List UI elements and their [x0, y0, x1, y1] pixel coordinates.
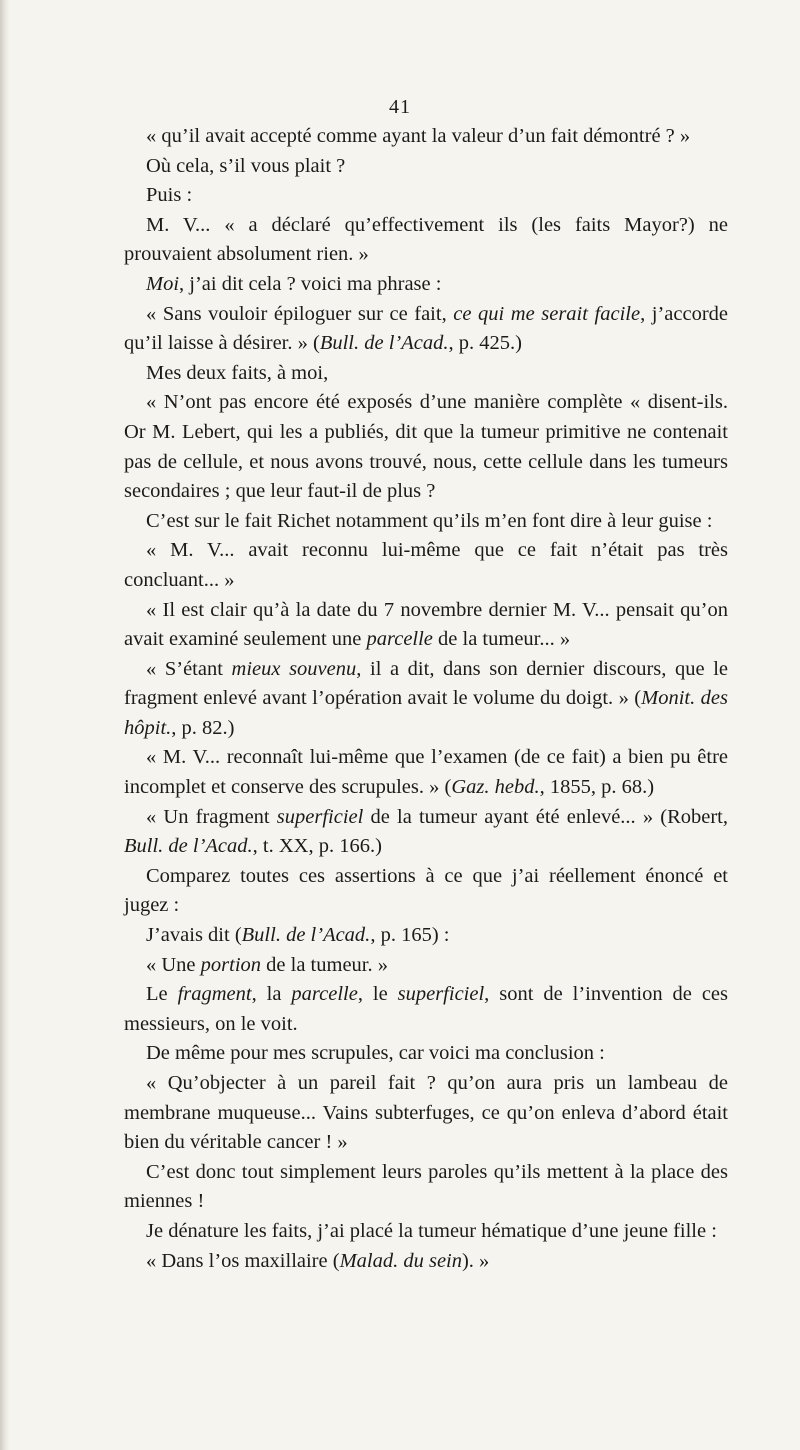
- text-run: « qu’il avait accepté comme ayant la valeur d’un fait démontré ? »: [146, 125, 691, 147]
- text-run: de la tumeur ayant été enlevé... » (Robert,: [363, 805, 728, 828]
- paragraph: [124, 803, 728, 862]
- paragraph: [124, 211, 728, 270]
- paragraph: [124, 152, 728, 182]
- paragraph: [124, 1158, 728, 1217]
- paragraph: [124, 359, 728, 389]
- text-run: , t. XX, p. 166.): [252, 835, 382, 858]
- paragraph: [124, 862, 728, 921]
- italic-text-run: Monit. des hôpit.: [124, 687, 728, 739]
- italic-text-run: Gaz. hebd.: [451, 776, 540, 799]
- paragraph: [124, 743, 728, 802]
- text-run: « M. V... reconnaît lui-même que l’examen (de ce fait) a bien pu être incomplet et conserve des scrupules. » (: [124, 746, 728, 799]
- paragraph: [124, 300, 728, 359]
- body-text: [124, 122, 728, 1276]
- text-run: « S’étant: [146, 657, 232, 680]
- text-run: « M. V... avait reconnu lui-même que ce fait n’était pas très concluant... »: [124, 539, 728, 591]
- text-run: C’est sur le fait Richet notamment qu’ils m’en font dire à leur guise :: [146, 509, 713, 532]
- text-run: , j’ai dit cela ? voici ma phrase :: [179, 272, 442, 295]
- text-run: M. V... « a déclaré qu’effectivement ils (les faits Mayor?) ne prouvaient absolument rien. »: [124, 213, 728, 266]
- text-run: « Sans vouloir épiloguer sur ce fait,: [146, 302, 454, 325]
- paragraph: [124, 951, 728, 981]
- paragraph: [124, 122, 728, 152]
- paragraph: [124, 536, 728, 595]
- italic-text-run: Bull. de l’Acad.: [124, 835, 253, 858]
- paragraph: [124, 270, 728, 300]
- paragraph: [124, 1069, 728, 1158]
- text-run: , sont de l’invention de ces messieurs, on le voit.: [124, 983, 729, 1035]
- page-number: 41: [389, 96, 411, 118]
- text-run: C’est donc tout simplement leurs paroles qu’ils mettent à la place des miennes !: [124, 1160, 728, 1213]
- text-run: « Qu’objecter à un pareil fait ? qu’on aura pris un lambeau de membrane muqueuse... Vains subterfuges, ce qu’on enleva d’abord était bien du véritable cancer ! »: [124, 1072, 728, 1154]
- text-run: « Il est clair qu’à la date du 7 novembre dernier M. V... pensait qu’on avait examiné seulement une: [124, 598, 728, 651]
- text-run: , j’accorde qu’il laisse à désirer. » (: [124, 302, 728, 355]
- italic-text-run: portion: [200, 953, 262, 976]
- text-run: ). »: [461, 1249, 490, 1272]
- text-run: « N’ont pas encore été exposés d’une manière complète « disent-ils. Or M. Lebert, qui les a publiés, dit que la tumeur primitive ne contenait pas de cellule, et nous avons trouvé, nous, cette cellule dans les tumeurs secondaires ; que leur faut-il de plus ?: [124, 391, 728, 503]
- text-run: Comparez toutes ces assertions à ce que j’ai réellement énoncé et jugez :: [124, 864, 728, 917]
- italic-text-run: superficiel: [276, 805, 364, 828]
- text-run: Où cela, s’il vous plait ?: [146, 154, 346, 177]
- italic-text-run: fragment: [177, 983, 252, 1006]
- text-run: de la tumeur. »: [261, 953, 388, 976]
- italic-text-run: parcelle: [291, 983, 358, 1006]
- paragraph: [124, 507, 728, 537]
- paragraph: [124, 181, 728, 211]
- paragraph: [124, 1217, 728, 1247]
- text-run: , le: [357, 983, 398, 1006]
- text-run: Je dénature les faits, j’ai placé la tumeur hématique d’une jeune fille :: [146, 1219, 717, 1242]
- text-run: Le: [146, 983, 178, 1006]
- text-run: , la: [251, 983, 292, 1006]
- italic-text-run: superficiel: [397, 983, 485, 1006]
- italic-text-run: ce qui me serait facile: [453, 302, 641, 325]
- paragraph: [124, 388, 728, 506]
- italic-text-run: Bull. de l’Acad.: [241, 924, 371, 947]
- paragraph: [124, 1247, 728, 1277]
- text-run: , 1855, p. 68.): [539, 776, 655, 799]
- text-run: de la tumeur... »: [432, 628, 571, 651]
- text-run: « Un fragment: [146, 805, 277, 828]
- text-run: « Une: [146, 953, 201, 976]
- text-run: , il a dit, dans son dernier discours, que le fragment enlevé avant l’opération avait le volume du doigt. » (: [124, 657, 729, 710]
- italic-text-run: parcelle: [366, 628, 433, 651]
- text-run: J’avais dit (: [146, 924, 242, 947]
- text-run: , p. 82.): [171, 716, 235, 739]
- text-run: « Dans l’os maxillaire (: [146, 1249, 340, 1272]
- italic-text-run: Moi: [146, 272, 180, 295]
- paragraph: [124, 980, 728, 1039]
- text-run: Puis :: [146, 184, 193, 207]
- text-run: De même pour mes scrupules, car voici ma conclusion :: [146, 1042, 605, 1065]
- italic-text-run: mieux souvenu: [231, 657, 357, 680]
- italic-text-run: Bull. de l’Acad.: [319, 332, 449, 355]
- text-run: Mes deux faits, à moi,: [146, 361, 329, 384]
- paragraph: [124, 921, 728, 951]
- paragraph: [124, 655, 728, 744]
- text-run: , p. 165) :: [370, 924, 450, 947]
- text-run: , p. 425.): [448, 332, 522, 355]
- paragraph: [124, 1039, 728, 1069]
- italic-text-run: Malad. du sein: [339, 1249, 462, 1272]
- paragraph: [124, 596, 728, 655]
- page-binding-edge: [0, 0, 10, 1450]
